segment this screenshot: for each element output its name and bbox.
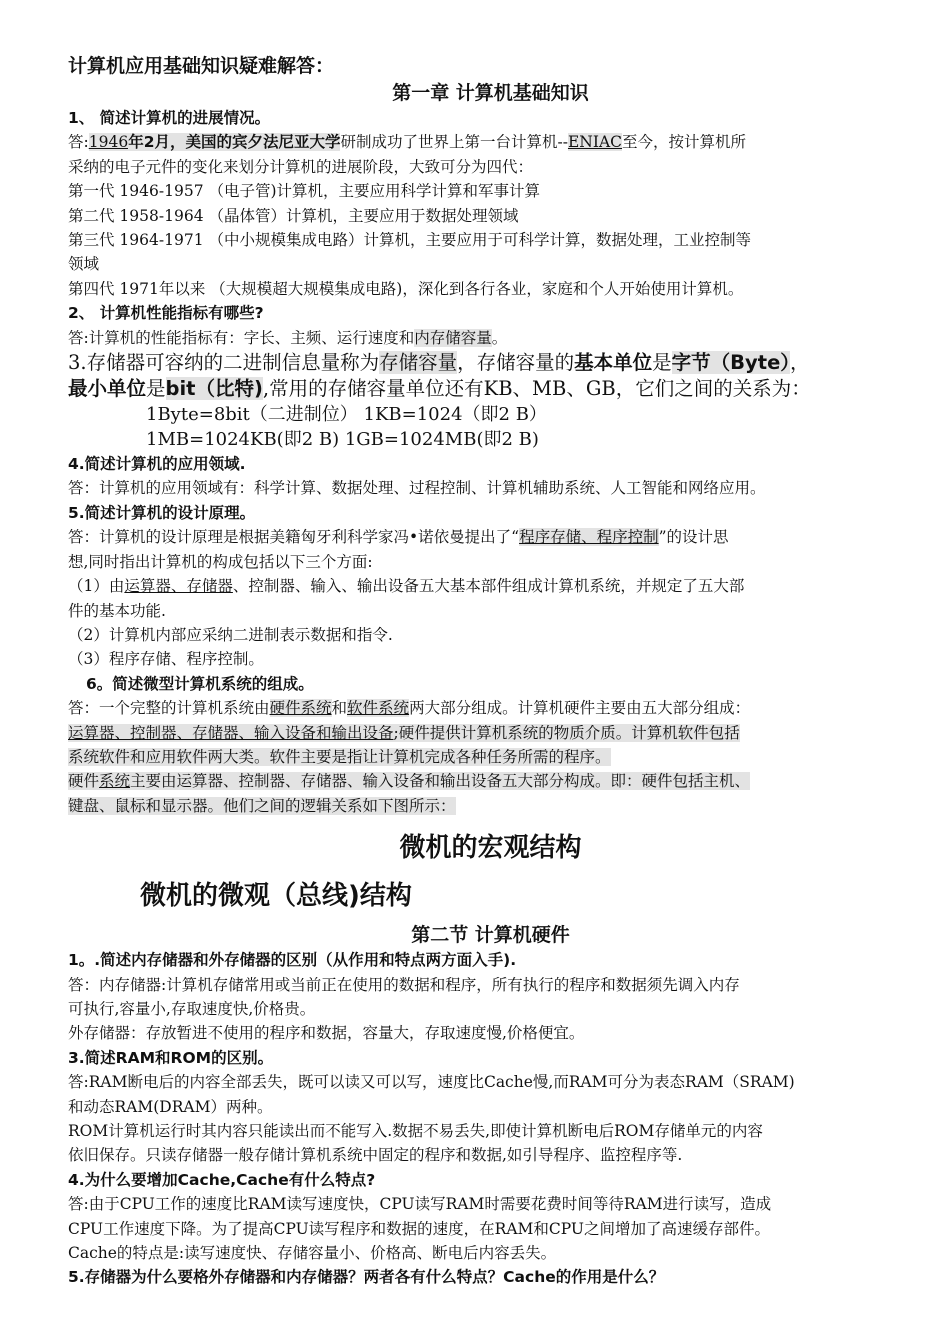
macro-structure-title: 微机的宏观结构 <box>399 833 582 864</box>
highlight-span: 存储容量 <box>379 351 458 375</box>
text-span: 3.存储器可容纳的二进制信息量称为 <box>68 351 380 375</box>
h3-title: 3.简述RAM和ROM的区别。 <box>68 1048 274 1067</box>
document-title: 计算机应用基础知识疑难解答： <box>68 55 335 77</box>
highlight-span: 1946 <box>88 133 129 152</box>
text-span: 答：计算机的设计原理是根据美籍匈牙利科学家冯•诺依曼提出了“ <box>68 528 520 547</box>
text-span: ”的设计思 <box>658 528 729 547</box>
q5-answer-line-1 <box>68 525 913 549</box>
highlight-span: 年2月，美国的宾夕法尼亚大学 <box>128 133 341 152</box>
h5-title: 5.存储器为什么要格外存储器和内存储器？两者各有什么特点？Cache的作用是什么？ <box>68 1268 665 1287</box>
q2-title: 2、 计算机性能指标有哪些? <box>68 304 264 323</box>
text-span: 是 <box>652 351 672 375</box>
generation-4: 第四代 1971年以来 （大规模超大规模集成电路)，深化到各行各业，家庭和个人开始使用计算机。 <box>68 279 744 298</box>
highlight-span: 硬件系统 <box>269 699 332 718</box>
highlight-span: 软件系统 <box>347 699 410 718</box>
text-span: 、控制器、输入、输出设备五大基本部件组成计算机系统，并规定了五大部 <box>232 577 745 596</box>
highlight-span: 运算器、控制器、存储器、输入设备和输出设备 <box>68 723 394 742</box>
q6-answer-line-3 <box>68 745 913 769</box>
h3-answer-line-2: 和动态RAM(DRAM）两种。 <box>68 1097 273 1116</box>
generation-1: 第一代 1946-1957 （电子管)计算机，主要应用科学计算和军事计算 <box>68 182 541 201</box>
h1-answer-line-2: 可执行,容量小,存取速度快,价格贵。 <box>68 999 316 1018</box>
highlight-span: 主要由运算器、控制器、存储器、输入设备和输出设备五大部分构成。即：硬件包括主机、 <box>130 772 751 791</box>
h1-title: 1。.简述内存储器和外存储器的区别（从作用和特点两方面入手). <box>68 951 517 970</box>
q5-item-2: （2）计算机内部应采纳二进制表示数据和指令. <box>68 625 393 644</box>
q6-answer-line-5 <box>68 794 913 818</box>
highlight-span: 系统 <box>99 772 131 791</box>
highlight-span: 系统软件和应用软件两大类。软件主要是指让计算机完成各种任务所需的程序。 <box>68 747 611 766</box>
q4-answer: 答：计算机的应用领域有：科学计算、数据处理、过程控制、计算机辅助系统、人工智能和网络应用。 <box>68 479 766 498</box>
text-span: ， <box>790 351 810 375</box>
q6-answer-line-1 <box>68 696 913 720</box>
q5-item-1-cont: 件的基本功能. <box>68 601 166 620</box>
q1-title: 1、 简述计算机的进展情况。 <box>68 109 271 127</box>
underline-span: 运算器、存储器 <box>124 577 233 596</box>
highlight-span: 硬件 <box>68 772 100 791</box>
q6-title: 6。简述微型计算机系统的组成。 <box>86 674 314 693</box>
q1-answer-line-2: 采纳的电子元件的变化来划分计算机的进展阶段，大致可分为四代： <box>68 157 534 176</box>
h3-answer-line-1: 答:RAM断电后的内容全部丢失，既可以读又可以写，速度比Cache慢,而RAM可分为表态RAM（SRAM) <box>68 1073 795 1092</box>
q5-item-3: （3）程序存储、程序控制。 <box>68 650 264 669</box>
generation-3: 第三代 1964-1971 （中小规模集成电路）计算机，主要应用于可科学计算，数据处理，工业控制等 <box>68 231 751 250</box>
q5-answer-line-2: 想,同时指出计算机的构成包括以下三个方面: <box>68 552 373 571</box>
text-span: 。 <box>491 328 508 347</box>
generation-2: 第二代 1958-1964 （晶体管）计算机，主要应用于数据处理领域 <box>68 206 519 225</box>
text-span: ,常用的存储容量单位还有KB、MB、GB，它们之间的关系为： <box>262 377 811 401</box>
text-span: 两大部分组成。计算机硬件主要由五大部分组成： <box>409 699 751 718</box>
highlight-span: 内存储容量 <box>414 328 492 347</box>
q5-title: 5.简述计算机的设计原理。 <box>68 503 256 522</box>
h1-answer-line-1: 答：内存储器:计算机存储常用或当前正在使用的数据和程序，所有执行的程序和数据须先调入内存 <box>68 975 740 994</box>
text-span: 是 <box>146 377 166 401</box>
generation-3-cont: 领域 <box>68 255 100 274</box>
q6-answer-line-2 <box>68 721 913 745</box>
text-span: 和 <box>331 699 348 718</box>
text-span: 答：一个完整的计算机系统由 <box>68 699 270 718</box>
q4-title: 4.简述计算机的应用领域. <box>68 455 246 474</box>
chapter-1-heading: 第一章 计算机基础知识 <box>392 82 589 104</box>
h3-answer-line-4: 依旧保存。只读存储器一般存储计算机系统中固定的程序和数据,如引导程序、监控程序等. <box>68 1146 683 1165</box>
h4-answer-line-1: 答:由于CPU工作的速度比RAM读写速度快，CPU读写RAM时需要花费时间等待RAM进行读写，造成 <box>68 1195 772 1214</box>
highlight-span: 键盘、鼠标和显示器。他们之间的逻辑关系如下图所示： <box>68 796 456 815</box>
highlight-span: 字节（Byte） <box>671 351 791 375</box>
h4-answer-line-2: CPU工作速度下降。为了提高CPU读写程序和数据的速度，在RAM和CPU之间增加了高速缓存部件。 <box>68 1219 770 1238</box>
text-span: 答: <box>68 133 89 152</box>
bold-span: 基本单位 <box>574 351 653 375</box>
q5-item-1 <box>68 574 913 598</box>
section-2-heading: 第二节 计算机硬件 <box>411 924 570 947</box>
unit-equation-2: 1MB=1024KB(即2 B) 1GB=1024MB(即2 B) <box>146 429 539 451</box>
unit-equation-1: 1Byte=8bit（二进制位） 1KB=1024（即2 B） <box>146 404 547 426</box>
q6-answer-line-4 <box>68 769 913 793</box>
text-span: 至今，按计算机所 <box>622 133 747 152</box>
highlight-span: bit（比特) <box>165 377 263 401</box>
micro-structure-title: 微机的微观（总线)结构 <box>140 881 412 912</box>
h3-answer-line-3: ROM计算机运行时其内容只能读出而不能写入.数据不易丢失,即使计算机断电后ROM存储单元的内容 <box>68 1122 763 1140</box>
bold-span: 最小单位 <box>68 377 147 401</box>
text-span: ，存储容量的 <box>457 351 575 375</box>
h4-title: 4.为什么要增加Cache,Cache有什么特点? <box>68 1170 376 1189</box>
h4-answer-line-3: Cache的特点是:读写速度快、存储容量小、价格高、断电后内容丢失。 <box>68 1244 557 1263</box>
text-span: 答:计算机的性能指标有：字长、主频、运行速度和 <box>68 328 415 347</box>
h1-answer-line-3: 外存储器：存放暂进不使用的程序和数据，容量大，存取速度慢,价格便宜。 <box>68 1024 585 1043</box>
document-page <box>68 52 913 1290</box>
highlight-span: 程序存储、程序控制 <box>519 528 659 547</box>
q3-line-2 <box>68 376 913 402</box>
q1-answer-line-1 <box>68 130 913 154</box>
q3-line-1 <box>68 350 913 376</box>
highlight-span: ENIAC <box>567 133 623 152</box>
text-span: （1）由 <box>68 577 125 596</box>
q2-answer <box>68 326 913 350</box>
text-span: 研制成功了世界上第一台计算机-- <box>340 133 568 152</box>
highlight-span: ;硬件提供计算机系统的物质介质。计算机软件包括 <box>393 723 740 742</box>
